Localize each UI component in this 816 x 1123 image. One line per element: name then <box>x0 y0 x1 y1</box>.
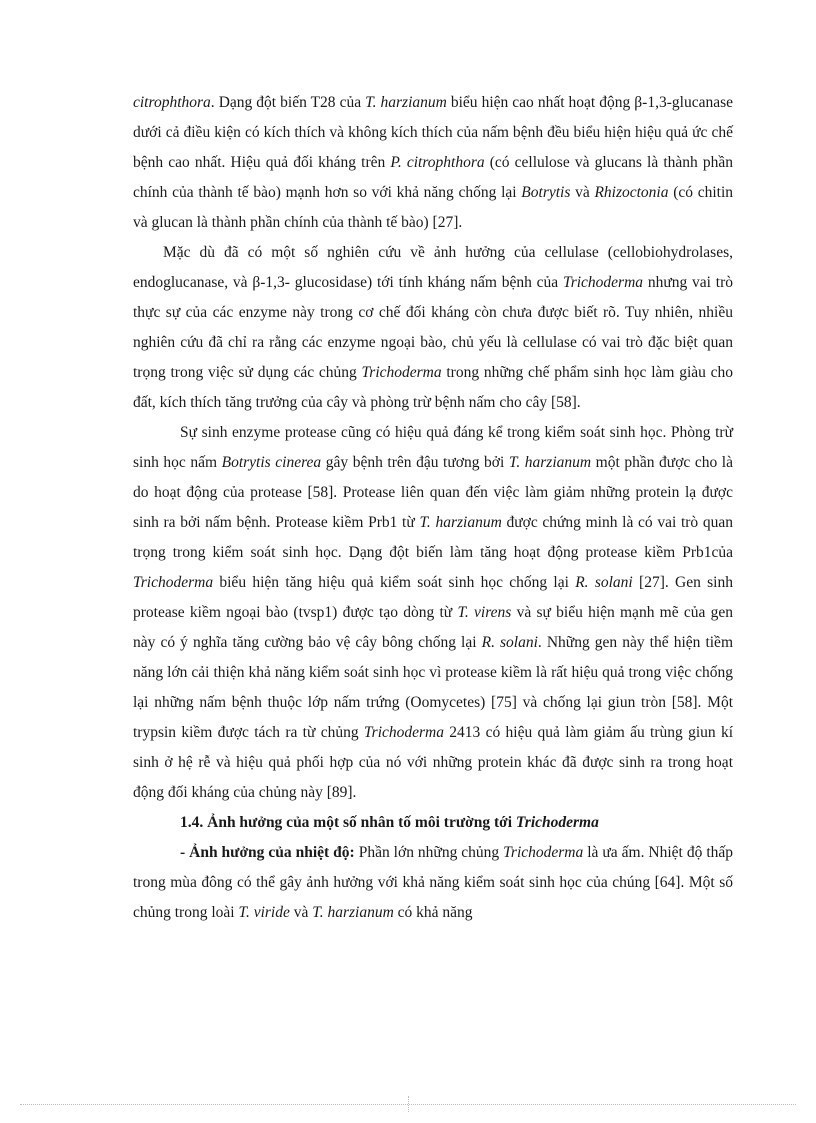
italic-term: Trichoderma <box>562 274 644 291</box>
italic-term: Botrytis <box>521 184 571 201</box>
text-run: 2413 có hiệu quả làm giảm ấu trùng giun kí sinh ở hệ rễ và hiệu quả phối hợp của nó với những protein khác đã được sinh ra trong hoạt động đối kháng của chủng này [89]. <box>133 724 733 801</box>
text-run: nhưng vai trò thực sự của các enzyme này trong cơ chế đối kháng còn chưa được biết rõ. Tuy nhiên, nhiều nghiên cứu đã chỉ ra rằng các enzyme ngoại bào, chủ yếu là cellulase có vai trò đặc biệt quan trọng trong việc sử dụng các chủng <box>133 274 733 381</box>
text-run: được chứng minh là có vai trò quan trọng trong kiểm soát sinh học. Dạng đột biến làm tăng hoạt động protease kiềm Prb1của <box>133 514 733 561</box>
italic-term: T. harzianum <box>365 94 447 111</box>
paragraph-continuation <box>133 88 733 238</box>
text-run: một phần được cho là do hoạt động của protease [58]. Protease liên quan đến việc làm giảm những protein lạ được sinh ra bởi nấm bệnh. Protease kiềm Prb1 từ <box>133 454 733 531</box>
text-run: và <box>289 904 313 921</box>
italic-term: Botrytis cinerea <box>221 454 322 471</box>
text-run: và sự biểu hiện mạnh mẽ của gen này có ý nghĩa tăng cường bảo vệ cây bông chống lại <box>133 604 733 651</box>
text-run: (có cellulose và glucans là thành phần chính của thành tế bào) mạnh hơn so với khả năng chống lại <box>133 154 733 201</box>
italic-term: Trichoderma <box>133 574 214 591</box>
page-center-marker <box>408 1096 409 1112</box>
italic-term: T. harzianum <box>312 904 394 921</box>
italic-term: T. harzianum <box>419 514 502 531</box>
italic-term: T. virens <box>457 604 512 621</box>
italic-term: Trichoderma <box>363 724 444 741</box>
italic-term: Trichoderma <box>503 844 584 861</box>
section-heading <box>133 808 733 838</box>
paragraph-protease <box>133 418 733 808</box>
italic-term: T. harzianum <box>508 454 592 471</box>
italic-term: T. viride <box>238 904 290 921</box>
text-run: trong những chế phẩm sinh học làm giàu cho đất, kích thích tăng trưởng của cây và phòng trừ bệnh nấm cho cây [58]. <box>133 364 734 411</box>
paragraph-cellulase <box>133 238 733 418</box>
text-run: có khả năng <box>393 904 473 921</box>
text-run: và <box>570 184 595 201</box>
text-run: [27]. Gen sinh protease kiềm ngoại bào (tvsp1) được tạo dòng từ <box>133 574 733 621</box>
text-run: biểu hiện cao nhất hoạt động β-1,3-glucanase dưới cả điều kiện có kích thích và không kích thích của nấm bệnh đều biểu hiện hiệu quả ức chế bệnh cao nhất. Hiệu quả đối kháng trên <box>133 94 733 171</box>
section-heading-text: 1.4. Ảnh hưởng của một số nhân tố môi trường tới <box>180 814 516 831</box>
italic-term: citrophthora <box>133 94 211 111</box>
text-run: Phần lớn những chủng <box>354 844 504 861</box>
text-run: biểu hiện tăng hiệu quả kiểm soát sinh học chống lại <box>213 574 576 591</box>
italic-term: P. citrophthora <box>390 154 485 171</box>
italic-term: Rhizoctonia <box>594 184 669 201</box>
paragraph-temperature <box>133 838 733 928</box>
text-run: Sự sinh enzyme protease cũng có hiệu quả đáng kể trong kiểm soát sinh học. Phòng trừ sinh học nấm <box>133 424 733 471</box>
text-run: . Dạng đột biến T28 của <box>210 94 366 111</box>
text-run: gây bệnh trên đậu tương bởi <box>321 454 509 471</box>
text-run: . Những gen này thể hiện tiềm năng lớn cải thiện khả năng kiểm soát sinh học vì protease kiềm là rất hiệu quả trong việc chống lại những nấm bệnh thuộc lớp nấm trứng (Oomycetes) [75] và chống lại giun tròn [58]. Một trypsin kiềm được tách ra từ chủng <box>133 634 733 741</box>
text-run: là ưa ấm. Nhiệt độ thấp trong mùa đông có thể gây ảnh hưởng với khả năng kiểm soát sinh học của chúng [64]. Một số chủng trong loài <box>133 844 734 921</box>
document-page <box>133 88 733 928</box>
text-run: (có chitin và glucan là thành phần chính của thành tế bào) [27]. <box>133 184 733 231</box>
temperature-lead: - Ảnh hưởng của nhiệt độ: <box>180 844 355 861</box>
text-run: Mặc dù đã có một số nghiên cứu về ảnh hưởng của cellulase (cellobiohydrolases, endoglucanase, và β-1,3- glucosidase) tới tính kháng nấm bệnh của <box>133 244 733 291</box>
italic-term: R. solani <box>575 574 633 591</box>
italic-term: Trichoderma <box>361 364 442 381</box>
italic-term: R. solani <box>481 634 538 651</box>
section-heading-term: Trichoderma <box>515 814 599 831</box>
